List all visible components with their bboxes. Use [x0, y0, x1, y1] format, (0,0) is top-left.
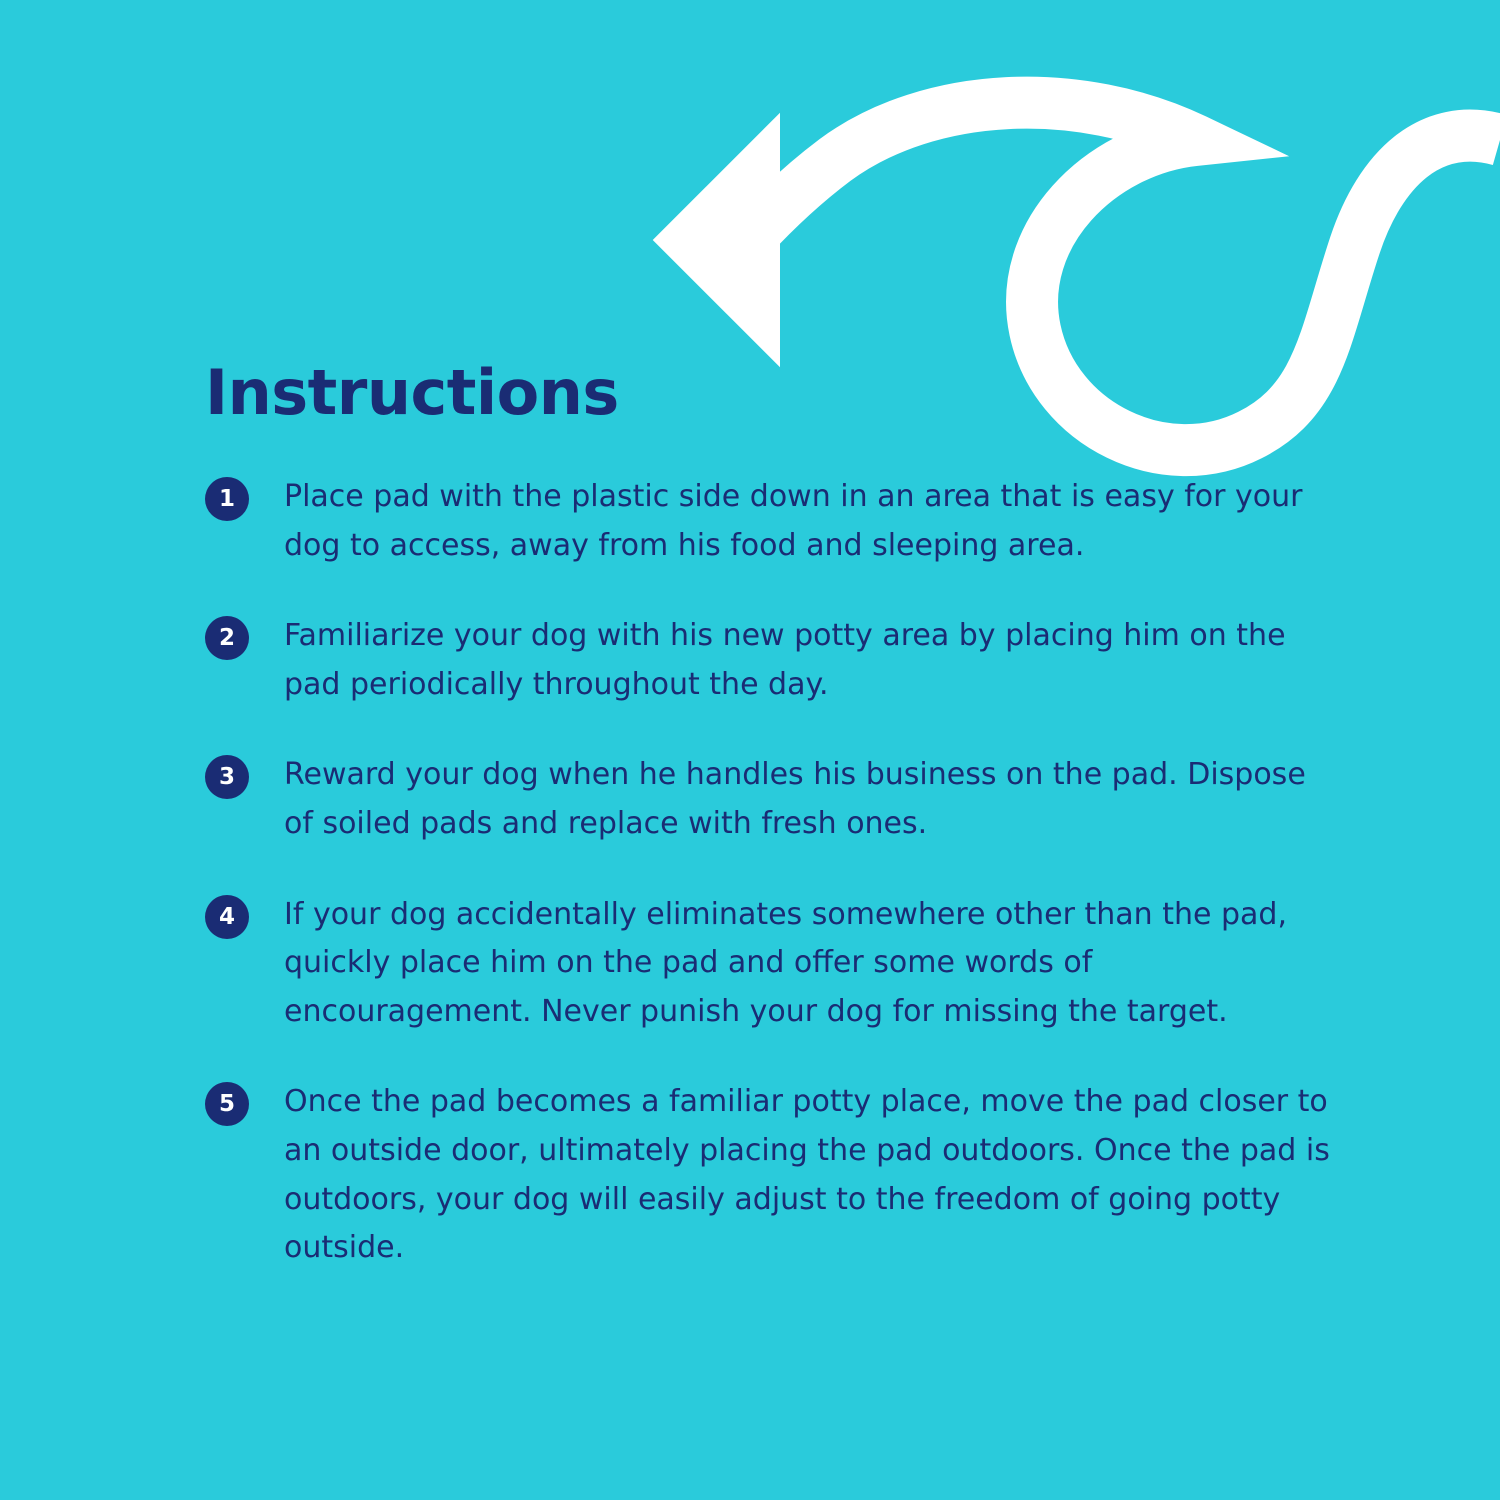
step-text: Place pad with the plastic side down in an area that is easy for your dog to access, away from his food and sleeping area. — [284, 479, 1303, 563]
step-number-badge: 5 — [205, 1082, 249, 1126]
page-title: Instructions — [205, 356, 619, 429]
list-item — [205, 891, 1385, 1037]
step-number-badge: 3 — [205, 755, 249, 799]
step-number-badge: 2 — [205, 616, 249, 660]
list-item — [205, 1078, 1385, 1272]
step-text: Familiarize your dog with his new potty area by placing him on the pad periodically throughout the day. — [284, 618, 1286, 702]
step-text: Reward your dog when he handles his business on the pad. Dispose of soiled pads and replace with fresh ones. — [284, 757, 1306, 842]
step-number-badge: 1 — [205, 477, 249, 521]
list-item — [205, 473, 1385, 570]
instructions-content — [205, 356, 1385, 1273]
step-number-badge: 4 — [205, 895, 249, 939]
step-text: Once the pad becomes a familiar potty place, move the pad closer to an outside door, ultimately placing the pad outdoors. Once the pad is outdoors, your dog will easily adjust to the freedom of going potty outside. — [284, 1084, 1330, 1266]
list-item — [205, 612, 1385, 709]
step-text: If your dog accidentally eliminates somewhere other than the pad, quickly place him on the pad and offer some words of encouragement. Never punish your dog for missing the target. — [284, 896, 1287, 1029]
list-item — [205, 751, 1385, 848]
